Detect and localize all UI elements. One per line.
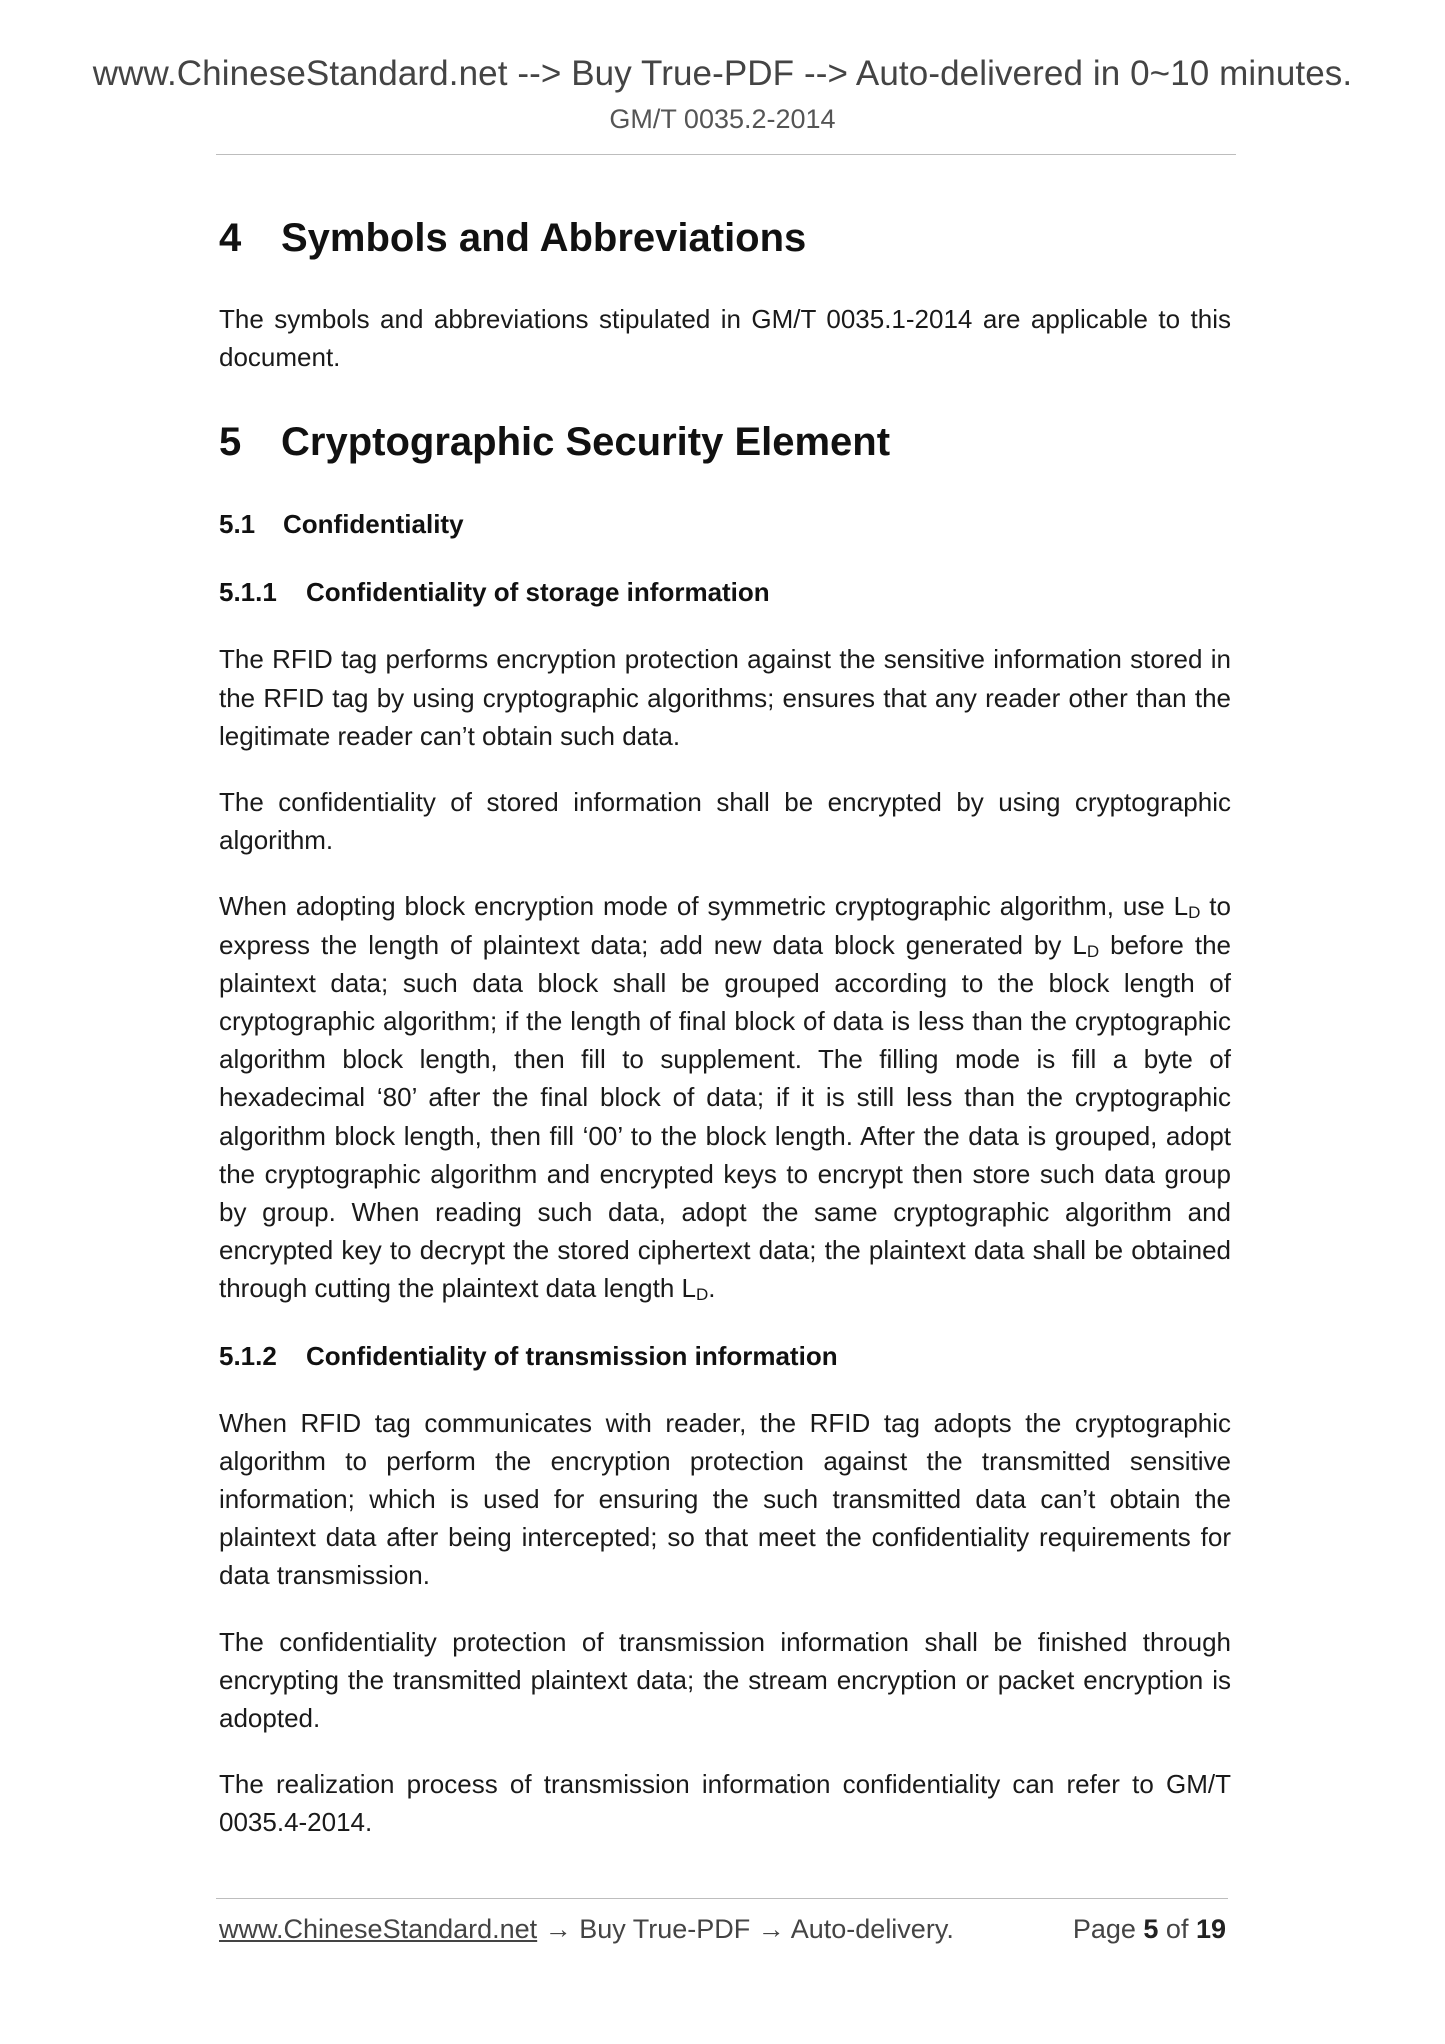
section-5-1-heading	[219, 504, 1231, 544]
page-label: Page	[1072, 1914, 1144, 1944]
section-5-1-2-number: 5.1.2	[219, 1340, 277, 1371]
header-banner: www.ChineseStandard.net --> Buy True-PDF --> Auto-delivered in 0~10 minutes.	[92, 54, 1353, 93]
footer-site-link[interactable]: www.ChineseStandard.net	[219, 1914, 538, 1944]
footer-promo-text: → Buy True-PDF → Auto-delivery.	[537, 1914, 954, 1944]
para3-subscript-3: D	[696, 1285, 709, 1305]
section-5-1-2-heading	[219, 1336, 1231, 1376]
page-total: 19	[1195, 1914, 1226, 1944]
section-5-1-1-title: Confidentiality of storage information	[306, 577, 770, 608]
section-4-number: 4	[219, 216, 242, 260]
section-5-1-2-paragraph-2: The confidentiality protection of transmission information shall be finished through encrypting the transmitted plaintext data; the stream encryption or packet encryption is adopted.	[219, 1626, 1231, 1734]
para3-text-a: When adopting block encryption mode of symmetric cryptographic algorithm, use L	[219, 891, 1189, 922]
footer-divider	[216, 1898, 1228, 1899]
section-5-1-number: 5.1	[219, 509, 256, 540]
para3-subscript-1: D	[1188, 903, 1201, 923]
header-divider	[216, 154, 1236, 155]
page-indicator	[1073, 1914, 1226, 1945]
section-5-1-title: Confidentiality	[283, 509, 464, 540]
section-4-paragraph: The symbols and abbreviations stipulated in GM/T 0035.1-2014 are applicable to this document.	[219, 304, 1231, 373]
of-label: of	[1158, 1914, 1196, 1944]
section-4-heading	[219, 210, 1231, 266]
section-5-1-2-title: Confidentiality of transmission information	[306, 1340, 838, 1371]
page-number: 5	[1143, 1914, 1159, 1944]
section-5-1-1-heading	[219, 572, 1231, 612]
para3-subscript-2: D	[1086, 941, 1100, 961]
section-5-1-2-paragraph-1: When RFID tag communicates with reader, the RFID tag adopts the cryptographic algorithm to perform the encryption protection against the transmitted sensitive information; which is used for ensuring the such transmitted data can’t obtain the plaintext data after being intercepted; so that meet the confidentiality requirements for data transmission.	[219, 1407, 1231, 1591]
para3-text-b: to express the length of plaintext data; add new data block generated by L	[219, 891, 1231, 960]
page-content	[219, 210, 1231, 1870]
page-footer	[219, 1914, 1226, 1945]
section-5-heading	[219, 414, 1231, 470]
section-5-1-1-paragraph-3	[219, 887, 1231, 1307]
section-5-title: Cryptographic Security Element	[281, 420, 891, 465]
section-4-title: Symbols and Abbreviations	[281, 216, 807, 260]
para3-text-d: .	[708, 1273, 716, 1304]
para3-text-c: before the plaintext data; such data block shall be grouped according to the block length of cryptographic algorithm; if the length of final block of data is less than the cryptographic algorithm block length, then fill to supplement. The filling mode is fill a byte of hexadecimal ‘80’ after the final block of data; if it is still less than the cryptographic algorithm block length, then fill ‘00’ to the block length. After the data is grouped, adopt the cryptographic algorithm and encrypted keys to encrypt then store such data group by group. When reading such data, adopt the same cryptographic algorithm and encrypted key to decrypt the stored ciphertext data; the plaintext data shall be obtained through cutting the plaintext data length L	[219, 929, 1232, 1304]
section-5-1-1-paragraph-2: The confidentiality of stored information shall be encrypted by using cryptographic algorithm.	[219, 787, 1231, 856]
section-5-1-1-paragraph-1: The RFID tag performs encryption protection against the sensitive information stored in the RFID tag by using cryptographic algorithms; ensures that any reader other than the legitimate reader can’t obtain such data.	[219, 644, 1231, 751]
section-5-1-2-paragraph-3: The realization process of transmission information confidentiality can refer to GM/T 0035.4-2014.	[219, 1769, 1231, 1838]
section-5-1-1-number: 5.1.1	[219, 577, 277, 608]
section-5-number: 5	[219, 420, 242, 465]
header-doc-id: GM/T 0035.2-2014	[609, 104, 836, 134]
